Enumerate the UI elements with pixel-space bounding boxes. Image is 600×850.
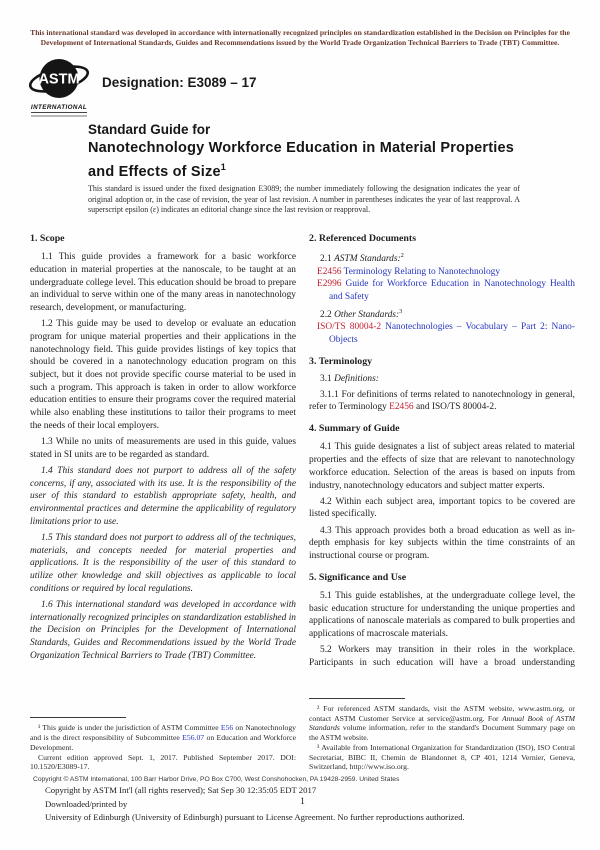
paragraph-1-1: 1.1 This guide provides a framework for a basic workforce education in material properties at the nanoscale, to be taught at an undergraduate college level. This education should be broad to prepare an individual to serve within one of the many areas in nanotechnology research, development, or manufacturing. bbox=[30, 252, 296, 314]
paragraph-1-2: 1.2 This guide may be used to develop or evaluate an education program for unique material properties and their applications in the nanotechnology field. This guide provides listings of key topics that should be covered in a nanotechnology education program on this subject, but it does not provide specific course material to be used in such a program. This approach is taken in order to allow workforce education entities to ensure their programs cover the required material while also enabling these institutions to tailor their programs to meet the needs of their local employers. bbox=[30, 319, 296, 431]
subsection-number: 3.1 bbox=[320, 373, 335, 384]
wto-notice: This international standard was developed in accordance with internationally recognized principles on standardization established in the Decision on Principles for the Development of International Standards, Guides and Recommendations issued by the World Trade Organization Technical Barriers to Trade (TBT) Committee. bbox=[30, 28, 570, 47]
paragraph-5-1: 5.1 This guide establishes, at the undergraduate college level, the basic education structure for understanding the unique properties and applications of nanoscale materials as compared to bulk properties and applications of macroscale materials. bbox=[309, 590, 575, 640]
left-footnotes bbox=[30, 717, 296, 772]
footnote-rule-right bbox=[309, 698, 405, 699]
footnote-1-text: on Nanotechnology and is the direct responsibility of Subcommittee bbox=[30, 723, 296, 743]
footnote-2-text: ² For referenced ASTM standards, visit the ASTM website, www.astm.org, or contact ASTM Customer Service at service@astm.org. For bbox=[309, 704, 575, 723]
paragraph-5-2: 5.2 Workers may transition in their roles in the workplace. Participants in such education will have a broad understanding bbox=[309, 645, 575, 668]
standard-e2456-link[interactable]: E2456 bbox=[317, 266, 342, 277]
astm-logo-icon bbox=[28, 56, 90, 103]
reference-iso-80004-2 bbox=[309, 321, 575, 346]
standard-e2456-inline-link[interactable]: E2456 bbox=[389, 402, 414, 413]
astm-logo-text: ASTM bbox=[38, 71, 80, 88]
subsection-title: ASTM Standards: bbox=[334, 253, 401, 264]
standard-e2996-title-link[interactable]: Guide for Workforce Education in Nanotechnology Health and Safety bbox=[329, 279, 575, 302]
paragraph-4-1: 4.1 This guide designates a list of subject areas related to material properties and the effects of size that are relevant to nanotechnology workforce education. Selection of the areas is based on inputs from industry, nanotechnology educators and subject matter experts. bbox=[309, 442, 575, 491]
subsection-number: 2.1 bbox=[320, 253, 335, 264]
paragraph-text: 3.1.1 For definitions of terms related to nanotechnology in general, refer to Terminology bbox=[309, 389, 575, 413]
committee-e56-link[interactable]: E56 bbox=[220, 723, 234, 733]
title-kicker: Standard Guide for bbox=[88, 122, 211, 137]
footnote-3-marker: 3 bbox=[399, 307, 403, 315]
left-column bbox=[30, 231, 296, 772]
subsection-title: Definitions: bbox=[334, 373, 379, 384]
designation: Designation: E3089 – 17 bbox=[102, 74, 257, 90]
footer-license: University of Edinburgh (University of Edinburgh) pursuant to License Agreement. No further reproductions authorized. bbox=[45, 812, 465, 822]
right-footnotes bbox=[309, 698, 575, 772]
standard-e2996-link[interactable]: E2996 bbox=[317, 279, 342, 290]
footnote-1-text: on Education and Workforce Development. bbox=[30, 733, 296, 752]
reference-e2456 bbox=[309, 266, 575, 279]
subsection-title: Other Standards: bbox=[334, 309, 400, 320]
page-title bbox=[88, 139, 540, 182]
paragraph-3-1-1 bbox=[309, 389, 575, 414]
logo-microtext bbox=[31, 115, 87, 117]
reference-e2996 bbox=[309, 278, 575, 303]
footer-copyright-address: Copyright © ASTM International, 100 Barr Harbor Drive, PO Box C700, West Conshohocken, PA 19428-2959. United States bbox=[33, 776, 400, 783]
footnote-1 bbox=[30, 723, 296, 752]
standard-e2456-title-link[interactable]: Terminology Relating to Nanotechnology bbox=[341, 266, 501, 277]
footnote-1-text: ¹ This guide is under the jurisdiction of ASTM Committee bbox=[38, 723, 221, 733]
footnote-2 bbox=[309, 704, 575, 743]
title-text: Nanotechnology Workforce Education in Material Properties and Effects of Size bbox=[88, 140, 515, 180]
subsection-number: 2.2 bbox=[320, 309, 335, 320]
subsection-2-2 bbox=[309, 306, 575, 322]
page-footer bbox=[30, 776, 575, 824]
issued-note: This standard is issued under the fixed designation E3089; the number immediately following the designation indicates the year of original adoption or, in the case of revision, the year of last revision. A number in parentheses indicates the year of last reapproval. A superscript epsilon (ε) indicates an editorial change since the last revision or reapproval. bbox=[88, 184, 520, 214]
body-columns bbox=[30, 231, 575, 772]
paragraph-4-3: 4.3 This approach provides both a broad education as well as in-depth emphasis for key subjects within the time constraints of an instructional course or program. bbox=[309, 525, 575, 562]
subcommittee-e5607-link[interactable]: E56.07 bbox=[182, 733, 205, 743]
section-4-heading: 4. Summary of Guide bbox=[309, 423, 400, 435]
subsection-3-1 bbox=[309, 373, 575, 386]
paragraph-4-2: 4.2 Within each subject area, important topics to be covered are listed specifically. bbox=[309, 496, 575, 520]
footnote-3: ³ Available from International Organization for Standardization (ISO), ISO Central Secretariat, BIBC II, Chemin de Blandonnet 8, CP 401, 1214 Vernier, Geneva, Switzerland, http://www.iso.org. bbox=[309, 742, 575, 772]
title-block bbox=[88, 121, 540, 182]
footer-downloaded-by: Downloaded/printed by bbox=[45, 798, 128, 809]
standard-iso-80004-2-title-link[interactable]: Nanotechnologies – Vocabulary – Part 2: Nano-Objects bbox=[329, 322, 575, 346]
paragraph-1-4: 1.4 This standard does not purport to address all of the safety concerns, if any, associated with its use. It is the responsibility of the user of this standard to establish appropriate safety, health, and environmental practices and determine the applicability of regulatory limitations prior to use. bbox=[30, 465, 296, 527]
footer-copyright-timestamp: Copyright by ASTM Int'l (all rights reserved); Sat Sep 30 12:35:05 EDT 2017 bbox=[45, 785, 317, 795]
footnote-2-text: volume information, refer to the standard's Document Summary page on the ASTM website. bbox=[309, 723, 575, 743]
title-footnote-marker: 1 bbox=[220, 162, 226, 172]
header-brand-row bbox=[28, 56, 257, 117]
paragraph-1-6: 1.6 This international standard was developed in accordance with internationally recognized principles on standardization established in the Decision on Principles for the Development of International Standards, Guides and Recommendations issued by the World Trade Organization Technical Barriers to Trade (TBT) Committee. bbox=[30, 599, 296, 661]
paragraph-text: and ISO/TS 80004-2. bbox=[413, 402, 497, 413]
right-column bbox=[309, 231, 575, 772]
page-number: 1 bbox=[300, 797, 305, 807]
footnote-1-edition: Current edition approved Sept. 1, 2017. Published September 2017. DOI: 10.1520/E3089-17. bbox=[30, 752, 296, 772]
paragraph-1-3: 1.3 While no units of measurements are used in this guide, values stated in SI units are to be regarded as standard. bbox=[30, 437, 296, 460]
section-5-heading: 5. Significance and Use bbox=[309, 571, 407, 583]
astm-logo bbox=[28, 56, 90, 117]
section-1-heading: 1. Scope bbox=[30, 233, 65, 244]
footnote-2-book-title: Annual Book of ASTM Standards bbox=[309, 713, 575, 733]
footnote-2-marker: 2 bbox=[400, 251, 404, 259]
paragraph-1-5: 1.5 This standard does not purport to address all of the techniques, materials, and concepts needed for material properties and applications. It is the responsibility of the user of this standard to utilize other knowledge and skill objectives as applicable to local conditions or required by local regulations. bbox=[30, 532, 296, 594]
astm-logo-international: INTERNATIONAL bbox=[30, 104, 88, 111]
standard-iso-80004-2-link[interactable]: ISO/TS 80004-2 bbox=[317, 322, 382, 333]
section-2-heading: 2. Referenced Documents bbox=[309, 233, 417, 244]
subsection-2-1 bbox=[309, 250, 575, 266]
section-3-heading: 3. Terminology bbox=[309, 355, 373, 367]
footnote-rule-left bbox=[30, 717, 126, 718]
